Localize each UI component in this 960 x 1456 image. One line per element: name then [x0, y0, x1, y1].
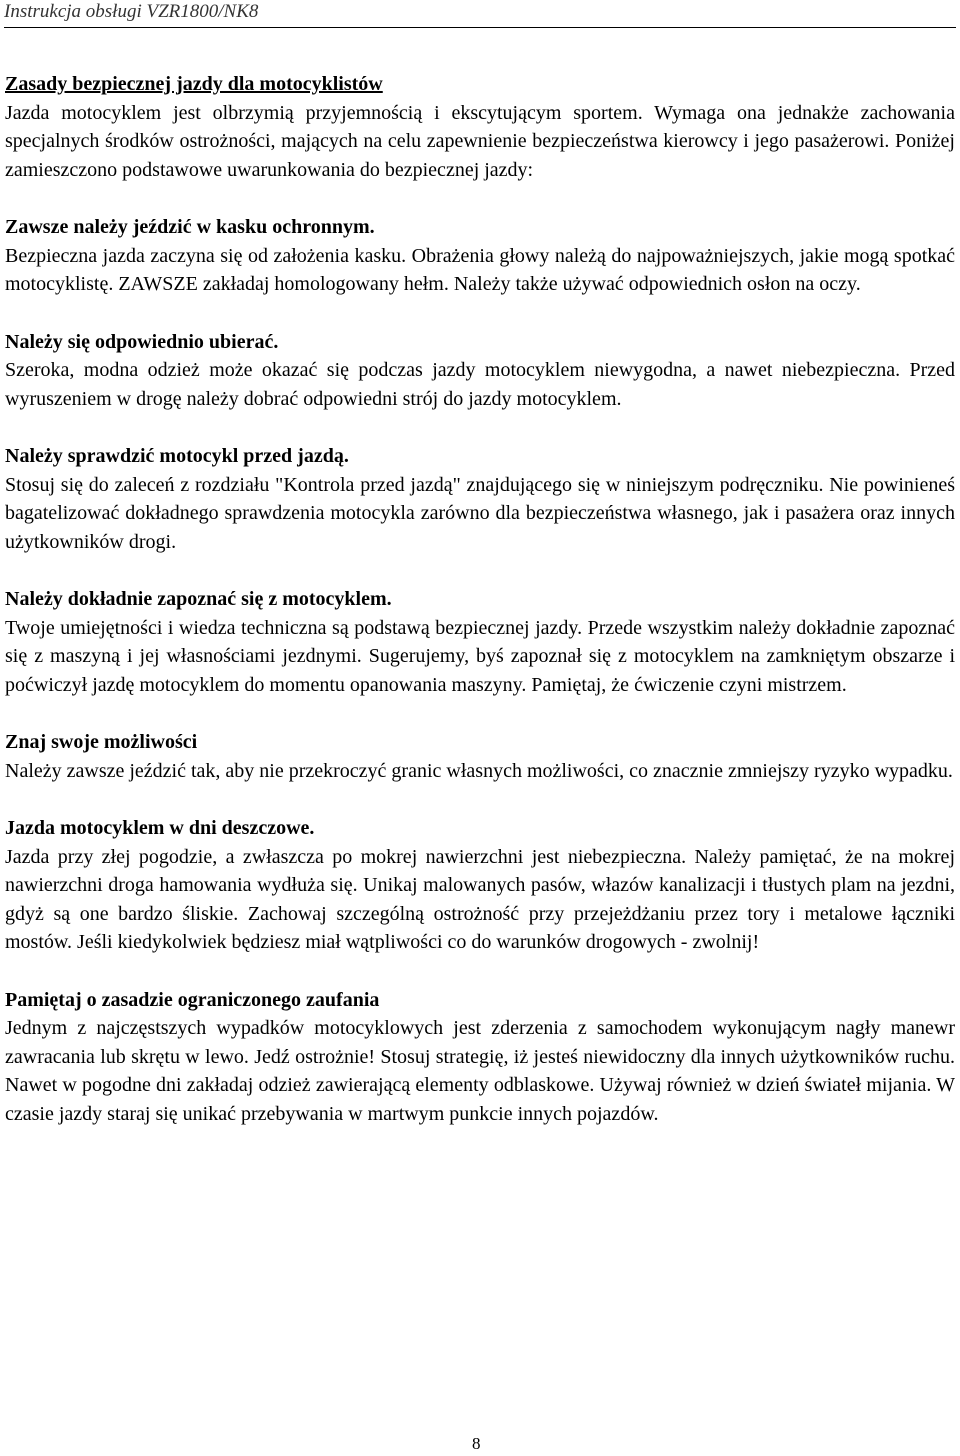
- header-divider: [4, 27, 956, 28]
- section-paragraph: Bezpieczna jazda zaczyna się od założenia kasku. Obrażenia głowy należą do najpoważniejszych, jakie mogą spotkać motocyklistę. ZAWSZE zakładaj homologowany hełm. Należy także używać odpowiednich osłon na oczy.: [5, 244, 955, 295]
- section-heading: Jazda motocyklem w dni deszczowe.: [5, 817, 315, 839]
- section-paragraph: Stosuj się do zaleceń z rozdziału "Kontrola przed jazdą" znajdującego się w niniejszym podręczniku. Nie powinieneś bagatelizować dokładnego sprawdzenia motocykla zarówno dla bezpieczeństwa własnego, jak i pasażera oraz innych użytkowników drogi.: [5, 473, 955, 553]
- section-heading: Pamiętaj o zasadzie ograniczonego zaufania: [5, 988, 380, 1011]
- section-paragraph: Twoje umiejętności i wiedza techniczna są podstawą bezpiecznej jazdy. Przede wszystkim należy dokładnie zapoznać się z maszyną i jej własnościami jezdnymi. Sugerujemy, byś zapoznał się z motocyklem na zamkniętym obszarze i poćwiczył jazdę motocyklem do momentu opanowania maszyny. Pamiętaj, że ćwiczenie czyni mistrzem.: [5, 616, 955, 696]
- page-header: [4, 0, 956, 28]
- document-title: Instrukcja obsługi VZR1800/NK8: [4, 1, 259, 22]
- section-helmet: [5, 213, 955, 299]
- page-number: 8: [472, 1434, 481, 1453]
- section-limits: [5, 728, 955, 785]
- section-paragraph: Jednym z najczęstszych wypadków motocyklowych jest zderzenia z samochodem wykonującym nagły manewr zawracania lub skrętu w lewo. Jedź ostrożnie! Stosuj strategię, iż jesteś niewidoczny dla innych użytkowników ruchu. Nawet w pogodne dni zakładaj odzież zawierającą elementy odblaskowe. Używaj również w dzień świateł mijania. W czasie jazdy staraj się unikać przebywania w martwym punkcie innych pojazdów.: [5, 1017, 955, 1125]
- section-paragraph: Należy zawsze jeździć tak, aby nie przekroczyć granic własnych możliwości, co znacznie zmniejszy ryzyko wypadku.: [5, 759, 953, 782]
- document-body: [5, 70, 955, 1157]
- section-heading: Znaj swoje możliwości: [5, 731, 198, 753]
- intro-paragraph: Jazda motocyklem jest olbrzymią przyjemnością i ekscytującym sportem. Wymaga ona jednakże zachowania specjalnych środków ostrożności, mających na celu zapewnienie bezpieczeństwa kierowcy i jego pasażerowi. Poniżej zamieszczono podstawowe uwarunkowania do bezpiecznej jazdy:: [5, 101, 955, 181]
- section-heading: Zawsze należy jeździć w kasku ochronnym.: [5, 216, 375, 238]
- section-familiarize: [5, 585, 955, 699]
- section-heading: Należy się odpowiednio ubierać.: [5, 330, 279, 353]
- section-paragraph: Szeroka, modna odzież może okazać się podczas jazdy motocyklem niewygodna, a nawet niebezpieczna. Przed wyruszeniem w drogę należy dobrać odpowiedni strój do jazdy motocyklem.: [5, 359, 955, 410]
- section-clothing: [5, 328, 955, 414]
- main-heading: Zasady bezpiecznej jazdy dla motocyklistów: [5, 73, 383, 95]
- section-paragraph: Jazda przy złej pogodzie, a zwłaszcza po mokrej nawierzchni jest niebezpieczna. Należy pamiętać, że na mokrej nawierzchni droga hamowania wydłuża się. Unikaj malowanych pasów, włazów kanalizacji i tłustych plam na jezdni, gdyż są one bardzo śliskie. Zachowaj szczególną ostrożność przy przejeżdżaniu przez tory i metalowe łączniki mostów. Jeśli kiedykolwiek będziesz miał wątpliwości co do warunków drogowych - zwolnij!: [5, 845, 955, 953]
- section-heading: Należy sprawdzić motocykl przed jazdą.: [5, 445, 349, 467]
- intro-section: [5, 70, 955, 184]
- section-inspection: [5, 442, 955, 556]
- section-rain: [5, 814, 955, 957]
- section-heading: Należy dokładnie zapoznać się z motocyklem.: [5, 588, 392, 610]
- section-trust: [5, 986, 955, 1129]
